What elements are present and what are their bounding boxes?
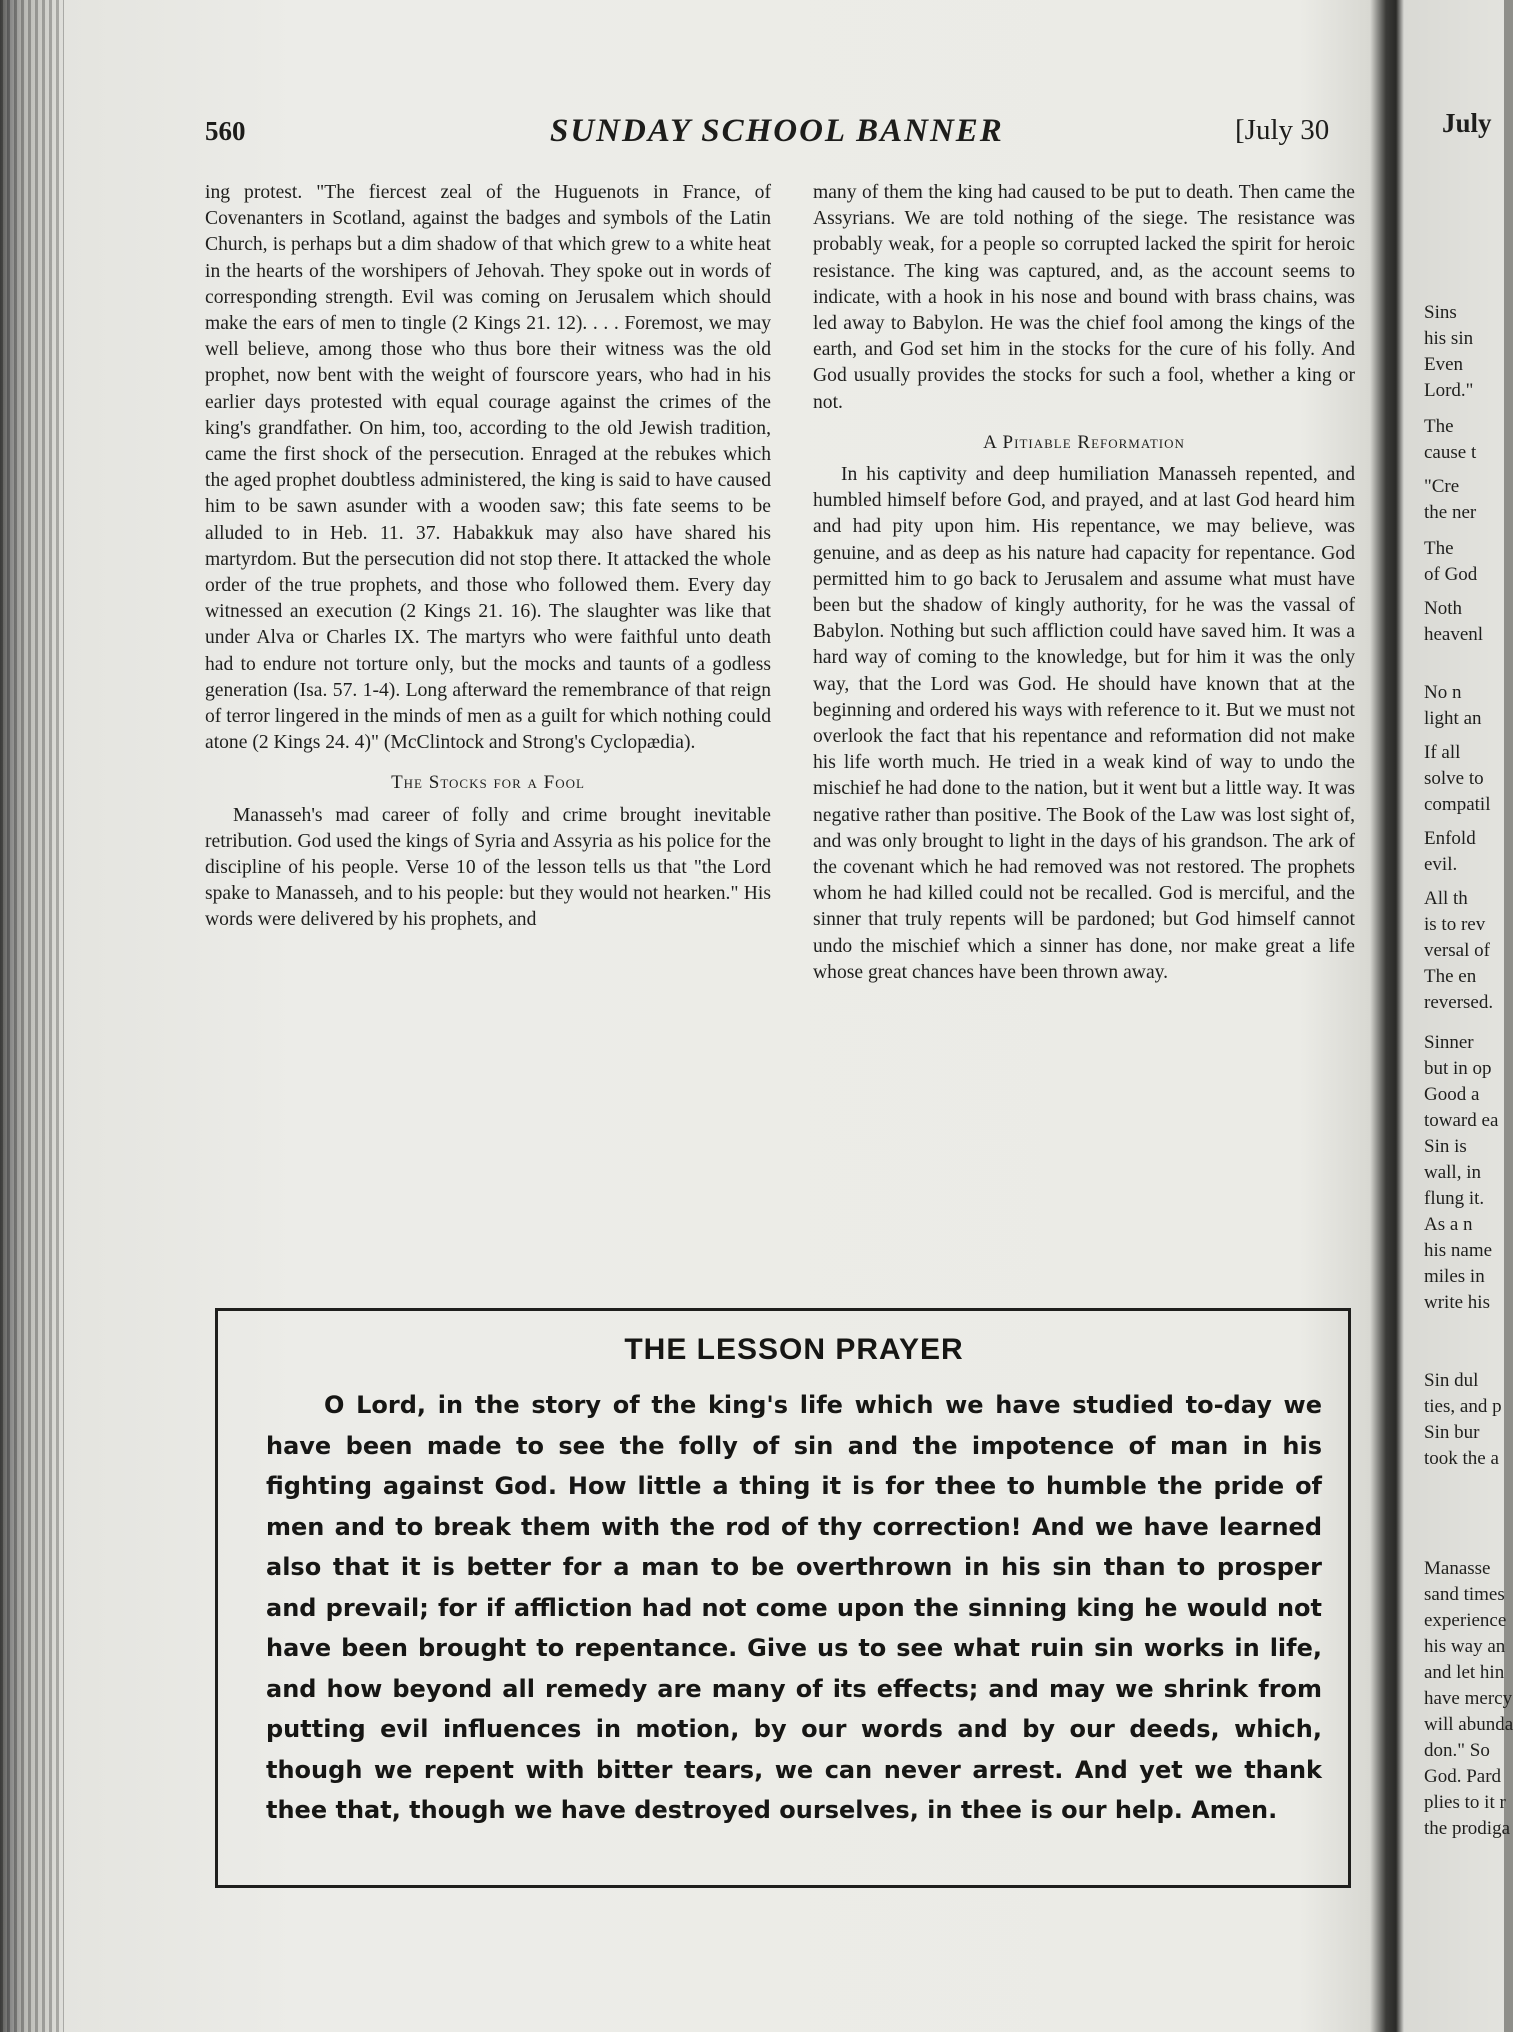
facing-page-line: God. Pard: [1424, 1766, 1502, 1787]
facing-page-line: All th: [1424, 888, 1468, 909]
facing-page-line: Even: [1424, 354, 1464, 375]
subhead-stocks-for-a-fool: The Stocks for a Fool: [391, 772, 585, 794]
facing-page-line: flung it.: [1424, 1188, 1485, 1209]
facing-page-line: and let hin: [1424, 1662, 1505, 1683]
subhead-pitiable-reformation: A Pitiable Reformation: [983, 431, 1185, 453]
facing-page-line: is to rev: [1424, 914, 1486, 935]
facing-page-line: the ner: [1424, 502, 1477, 523]
right-column: [813, 180, 1355, 986]
facing-page-line: The: [1424, 416, 1454, 437]
right-paragraph-2: In his captivity and deep humiliation Manasseh repented, and humbled himself before God, and prayed, and at last God heard him and had pity upon him. His repentance, we may believe, was genuine, and as deep as his nature had capacity for repentance. God permitted him to go back to Jerusalem and assume what must have been but the shadow of kingly authority, for he was the vassal of Babylon. Nothing but such affliction could have saved him. It was a hard way of coming to the knowledge, but for him it was the only way, that the Lord was God. He should have known that at the beginning and ordered his ways with reference to it. But we must not overlook the fact that his repentance and reformation did not make his life worth much. He tried in a weak kind of way to undo the mischief he had done to the nation, but it went but a little way. It was negative rather than positive. The Book of the Law was lost sight of, and was only brought to light in the days of his grandson. The ark of the covenant which he had removed was not restored. The prophets whom he had killed could not be recalled. God is merciful, and the sinner that truly repents will be pardoned; but God himself cannot undo the mischief which a sinner has done, nor make great a life whose great chances have been thrown away.: [813, 464, 1355, 983]
facing-page-line: miles in: [1424, 1266, 1485, 1287]
left-paragraph-1: ing protest. "The fiercest zeal of the Huguenots in France, of Covenanters in Scotland, against the badges and symbols of the Latin Church, is perhaps but a dim shadow of that which grew to a white heat in the hearts of the worshipers of Jehovah. They spoke out in words of corresponding strength. Evil was coming on Jerusalem which should make the ears of men to tingle (2 Kings 21. 12). . . . Foremost, we may well believe, among those who thus bore their witness was the old prophet, now bent with the weight of fourscore years, who had in his earlier days protested with equal courage against the crimes of the king's grandfather. On him, too, according to the old Jewish tradition, came the first shock of the persecution. Enraged at the rebukes which the aged prophet doubtless administered, the king is said to have caused him to be sawn asunder with a wooden saw; this fate seems to be alluded to in Heb. 11. 37. Habakkuk may also have shared his martyrdom. But the persecution did not stop there. It attacked the whole order of the true prophets, and those who followed them. Every day witnessed an execution (2 Kings 21. 16). The slaughter was like that under Alva or Charles IX. The martyrs who were faithful unto death had to endure not torture only, but the mocks and taunts of a godless generation (Isa. 57. 1-4). Long afterward the remembrance of that reign of terror lingered in the minds of men as a guilt for which nothing could atone (2 Kings 24. 4)" (McClintock and Strong's Cyclopædia).: [205, 182, 771, 754]
facing-page-line: his sin: [1424, 328, 1474, 349]
facing-page-line: write his: [1424, 1292, 1490, 1313]
prayer-text: O Lord, in the story of the king's life which we have studied to-day we have been made to see the folly of sin and the impotence of man in his fighting against God. How little a thing it is for thee to humble the pride of men and to break them with the rod of thy correction! And we have learned also that it is better for a man to be overthrown in his sin than to prosper and prevail; for if affliction had not come upon the sinning king he would not have been brought to repentance. Give us to see what ruin sin works in life, and how beyond all remedy are many of its effects; and may we shrink from putting evil influences in motion, by our words and by our deeds, which, though we repent with bitter tears, we can never arrest. And yet we thank thee that, though we have destroyed ourselves, in thee is our help. Amen.: [266, 1391, 1322, 1824]
facing-page-line: of God: [1424, 564, 1478, 585]
facing-page-line: compatil: [1424, 794, 1491, 815]
facing-page-line: will abunda: [1424, 1714, 1513, 1735]
facing-page-line: evil.: [1424, 854, 1458, 875]
facing-page-line: sand times: [1424, 1584, 1505, 1605]
facing-page-line: reversed.: [1424, 992, 1494, 1013]
facing-page-line: Sin is: [1424, 1136, 1467, 1157]
facing-page-line: Sin bur: [1424, 1422, 1480, 1443]
facing-page-line: his way an: [1424, 1636, 1506, 1657]
magazine-page: [205, 108, 1355, 1988]
facing-page-line: Noth: [1424, 598, 1462, 619]
facing-page-line: Sins: [1424, 302, 1457, 323]
facing-page-line: the prodiga: [1424, 1818, 1511, 1839]
facing-page-line: If all: [1424, 742, 1461, 763]
facing-page-edge: [1404, 0, 1513, 2032]
facing-page-line: cause t: [1424, 442, 1477, 463]
facing-page-line: "Cre: [1424, 476, 1460, 497]
right-paragraph-1: many of them the king had caused to be put to death. Then came the Assyrians. We are told nothing of the siege. The resistance was probably weak, for a people so corrupted lacked the spirit for heroic resistance. The king was captured, and, as the account seems to indicate, with a hook in his nose and bound with brass chains, was led away to Babylon. He was the chief fool among the kings of the earth, and God set him in the stocks for the cure of his folly. And God usually provides the stocks for such a fool, whether a king or not.: [813, 182, 1355, 413]
facing-page-line: The: [1424, 538, 1454, 559]
facing-page-line: but in op: [1424, 1058, 1492, 1079]
facing-page-line: plies to it r: [1424, 1792, 1506, 1813]
facing-page-line: heavenl: [1424, 624, 1484, 645]
page-header: [205, 108, 1355, 152]
facing-page-line: versal of: [1424, 940, 1490, 961]
header-date: [July 30: [1235, 114, 1330, 146]
facing-page-line: Good a: [1424, 1084, 1480, 1105]
facing-page-line: his name: [1424, 1240, 1493, 1261]
facing-page-header: July: [1442, 108, 1492, 138]
running-title: SUNDAY SCHOOL BANNER: [550, 113, 1004, 149]
facing-page-line: Sinner: [1424, 1032, 1474, 1053]
facing-page-line: toward ea: [1424, 1110, 1499, 1131]
facing-page-line: Sin dul: [1424, 1370, 1479, 1391]
facing-page-line: wall, in: [1424, 1162, 1481, 1183]
lesson-prayer-box: [215, 1308, 1351, 1888]
facing-page-line: have mercy: [1424, 1688, 1513, 1709]
page-number: 560: [205, 116, 246, 146]
facing-page-line: took the a: [1424, 1448, 1499, 1469]
facing-page-line: Enfold: [1424, 828, 1476, 849]
facing-page-line: don." So: [1424, 1740, 1490, 1761]
facing-page-line: ties, and p: [1424, 1396, 1502, 1417]
prayer-title: THE LESSON PRAYER: [624, 1333, 964, 1366]
left-column: [205, 180, 771, 934]
facing-page-line: experience: [1424, 1610, 1507, 1631]
facing-page-line: Manasse: [1424, 1558, 1491, 1579]
facing-page-line: No n: [1424, 682, 1462, 703]
left-paragraph-2: Manasseh's mad career of folly and crime brought inevitable retribution. God used the kings of Syria and Assyria as his police for the discipline of his people. Verse 10 of the lesson tells us that "the Lord spake to Manasseh, and to his people: but they would not hearken." His words were delivered by his prophets, and: [205, 804, 771, 931]
book-binding-edge: [0, 0, 64, 2032]
facing-page-line: solve to: [1424, 768, 1484, 789]
facing-page-line: light an: [1424, 708, 1482, 729]
facing-page-line: The en: [1424, 966, 1477, 987]
facing-page-line: Lord.": [1424, 380, 1474, 401]
facing-page-line: As a n: [1424, 1214, 1473, 1235]
